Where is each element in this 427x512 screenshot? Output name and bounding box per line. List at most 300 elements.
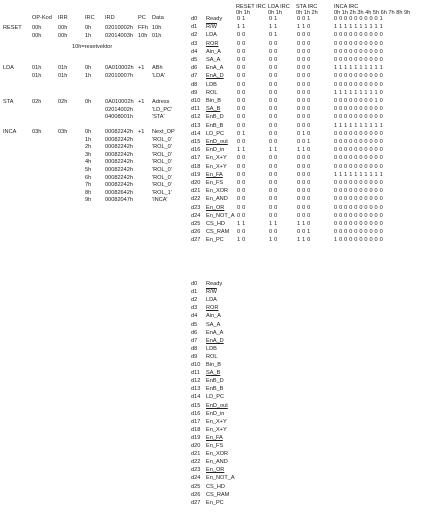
lower-signal-name: EnD_out (206, 402, 228, 409)
lower-signal-name: R/W (206, 289, 217, 296)
reset-bits: 0 0 (237, 155, 246, 162)
instruction-cell: 00082242h (105, 174, 133, 181)
inca-bits: 1 1 1 1 1 1 1 1 1 1 (334, 65, 383, 72)
sta-bits: 0 0 0 (297, 48, 311, 55)
lower-signal-name: CS_HD (206, 483, 225, 490)
lower-signal-name: En_FS (206, 443, 224, 449)
signal-name: ROR (206, 40, 219, 47)
signal-name: EnD_in (206, 147, 225, 154)
lower-signal-row (191, 395, 281, 403)
reset-bits: 0 1 (237, 130, 246, 137)
sta-bits: 0 0 0 (297, 163, 311, 170)
lda-bits: 0 1 (269, 16, 278, 22)
instruction-name: RESET (3, 25, 22, 31)
signal-id: d20 (191, 180, 201, 186)
header-data: Data (152, 15, 164, 21)
header-group-inca: INCA IRC (334, 4, 359, 10)
sta-bits: 0 0 0 (297, 180, 311, 186)
lower-signal-name: Bin_B (206, 362, 221, 368)
reset-bits: 0 0 (237, 163, 246, 170)
reset-bits: 0 0 (237, 89, 246, 96)
instruction-cell: 02014003h (105, 32, 133, 39)
signal-id: d23 (191, 204, 201, 211)
signal-id: d16 (191, 147, 201, 154)
instruction-cell: 00082242h (105, 182, 133, 189)
signal-name: R/W (206, 24, 217, 31)
sta-bits: 0 0 0 (297, 81, 311, 88)
lower-signal-row (191, 476, 281, 484)
header-opkod: OP-Kod (32, 15, 52, 21)
instruction-cell: 00h (58, 25, 68, 31)
lower-signal-id: d17 (191, 418, 201, 425)
instruction-cell: 1h (85, 72, 92, 79)
signal-id: d17 (191, 155, 201, 162)
instruction-cell: 10h (152, 25, 162, 31)
instruction-cell: 1h (85, 136, 92, 143)
inca-bits: 0 0 0 0 0 0 0 0 0 0 (334, 204, 383, 211)
reset-bits: 0 0 (237, 180, 246, 186)
inca-bits: 0 0 0 0 0 0 0 0 0 0 (334, 130, 383, 137)
sta-bits: 0 0 0 (297, 212, 311, 219)
sta-bits: 0 0 0 (297, 89, 311, 96)
lower-signal-name: EnA_A (206, 329, 224, 336)
lda-bits: 0 0 (269, 163, 278, 170)
inca-bits: 0 0 0 0 0 0 0 0 0 0 (334, 229, 383, 236)
lda-bits: 0 0 (269, 57, 278, 63)
lda-bits: 0 0 (269, 196, 278, 203)
signal-id: d22 (191, 196, 201, 203)
lower-signal-row (191, 452, 281, 460)
instruction-cell: 04008001h (105, 114, 133, 121)
instruction-cell: 02h (58, 99, 68, 105)
inca-bits: 1 1 1 1 1 1 1 1 1 1 (334, 24, 383, 31)
lower-signal-id: d14 (191, 394, 201, 401)
lower-signal-id: d21 (191, 451, 201, 458)
lower-signal-row (191, 404, 281, 412)
reset-bits: 0 0 (237, 40, 246, 47)
lower-signal-row (191, 501, 281, 509)
signal-id: d9 (191, 89, 198, 96)
lower-signal-row (191, 387, 281, 395)
reset-bits: 0 0 (237, 171, 246, 178)
lower-signal-id: d6 (191, 329, 198, 336)
lower-signal-row (191, 420, 281, 428)
lower-signal-name: En_PC (206, 499, 224, 506)
inca-bits: 1 1 1 1 1 1 1 1 1 1 (334, 171, 383, 178)
header-irc: IRC (85, 15, 95, 21)
header-pc: PC (138, 15, 146, 21)
instruction-cell: 00082242h (105, 167, 133, 173)
signal-name: CS_HD (206, 221, 225, 227)
instruction-cell: 01h (152, 32, 162, 39)
inca-bits: 0 0 0 0 0 0 0 0 0 0 (334, 57, 383, 63)
lower-signal-row (191, 412, 281, 420)
instruction-cell: 0h (85, 25, 92, 31)
lower-signal-id: d9 (191, 353, 198, 360)
sta-bits: 0 0 0 (297, 196, 311, 203)
lda-bits: 0 0 (269, 139, 278, 145)
instruction-cell: 01h (58, 72, 68, 79)
lower-signal-id: d25 (191, 483, 201, 490)
signal-id: d26 (191, 229, 201, 236)
instruction-cell: 'ROL_0' (152, 136, 172, 143)
reset-bits: 0 0 (237, 188, 246, 195)
inca-bits: 1 1 1 1 1 1 1 1 1 1 (334, 122, 383, 129)
header-sub-lda: 0h 1h (268, 10, 282, 16)
lower-signal-id: d10 (191, 362, 201, 368)
lower-signal-id: d2 (191, 297, 198, 304)
lower-signal-id: d5 (191, 321, 198, 328)
signal-name: EnA_D (206, 73, 224, 80)
reset-bits: 0 0 (237, 98, 246, 104)
lda-bits: 1 0 (269, 237, 278, 244)
lda-bits: 0 0 (269, 188, 278, 195)
lower-signal-row (191, 314, 281, 322)
reset-bits: 0 0 (237, 229, 246, 236)
sta-bits: 0 0 1 (297, 16, 311, 22)
signal-id: d8 (191, 81, 198, 88)
signal-name: En_XOR (206, 188, 229, 195)
signal-name: EnD_out (206, 139, 228, 145)
inca-bits: 0 0 0 0 0 0 0 0 0 0 (334, 106, 383, 113)
signal-name: SA_B (206, 106, 221, 113)
sta-bits: 0 0 0 (297, 204, 311, 211)
reset-bits: 0 0 (237, 65, 246, 72)
lower-signal-row (191, 460, 281, 468)
lda-bits: 0 0 (269, 40, 278, 47)
instruction-cell: 00h (58, 32, 68, 39)
instruction-cell: 7h (85, 182, 92, 189)
lda-bits: 0 0 (269, 48, 278, 55)
lda-bits: 0 0 (269, 122, 278, 129)
lower-signal-id: d12 (191, 378, 201, 385)
lower-signal-name: EnD_in (206, 410, 225, 417)
sta-bits: 0 0 0 (297, 106, 311, 113)
signal-id: d10 (191, 98, 201, 104)
sta-bits: 1 1 0 (297, 237, 311, 244)
lower-signal-row (191, 331, 281, 339)
signal-id: d13 (191, 122, 201, 129)
instruction-cell: 'ROL_0' (152, 167, 172, 173)
lower-signal-row (191, 290, 281, 298)
signal-name: LD_PC (206, 130, 225, 137)
lower-signal-name: EnB_D (206, 378, 224, 385)
inca-bits: 1 0 0 0 0 0 0 0 0 0 (334, 237, 383, 244)
lower-signal-row (191, 355, 281, 363)
instruction-cell: 'INCA' (152, 197, 168, 204)
signal-name: LDB (206, 81, 217, 88)
signal-name: CS_RAM (206, 229, 230, 236)
lda-bits: 0 0 (269, 114, 278, 121)
sta-bits: 0 0 0 (297, 122, 311, 129)
sta-bits: 0 0 0 (297, 40, 311, 47)
lower-signal-row (191, 379, 281, 387)
sta-bits: 0 0 0 (297, 65, 311, 72)
instruction-cell: 'ROL_0' (152, 144, 172, 151)
signal-name: Ain_A (206, 48, 221, 55)
instruction-name: STA (3, 99, 14, 105)
instruction-cell: 2h (85, 144, 92, 151)
signal-name: EnA_A (206, 65, 224, 72)
lower-signal-id: d16 (191, 410, 201, 417)
lower-signal-id: d7 (191, 337, 198, 344)
sta-bits: 0 0 0 (297, 73, 311, 80)
reset-bits: 1 1 (237, 221, 246, 227)
inca-bits: 0 0 0 0 0 0 0 0 0 0 (334, 155, 383, 162)
inca-bits: 1 1 1 1 1 1 1 1 1 0 (334, 89, 383, 96)
instruction-cell: 00082242h (105, 136, 133, 143)
signal-id: d18 (191, 163, 201, 170)
lower-signal-row (191, 436, 281, 444)
reset-bits: 0 0 (237, 57, 246, 63)
signal-id: d1 (191, 24, 198, 31)
inca-bits: 0 0 0 0 0 0 0 0 0 0 (334, 188, 383, 195)
instruction-cell: 1h (85, 32, 92, 39)
lower-signal-name: Ready (206, 281, 223, 287)
lda-bits: 0 0 (269, 171, 278, 178)
reset-bits: 0 0 (237, 32, 246, 39)
lower-signal-id: d3 (191, 305, 198, 312)
lower-signal-id: d1 (191, 289, 198, 296)
lower-signal-name: ROL (206, 353, 218, 360)
instruction-cell: Adress (152, 99, 170, 105)
lower-signal-id: d22 (191, 459, 201, 466)
lda-bits: 0 0 (269, 180, 278, 186)
signal-id: d6 (191, 65, 198, 72)
reset-bits: 0 0 (237, 81, 246, 88)
lower-signal-name: En_X+Y (206, 426, 227, 433)
signal-name-list (191, 282, 281, 512)
instruction-cell: +1 (138, 65, 145, 71)
lower-signal-id: d27 (191, 499, 201, 506)
lower-signal-row (191, 298, 281, 306)
instruction-cell: 0h (85, 129, 92, 135)
instruction-cell: 00082242h (105, 144, 133, 151)
sta-bits: 0 0 0 (297, 188, 311, 195)
lower-signal-id: d19 (191, 434, 201, 441)
lower-signal-row (191, 323, 281, 331)
instruction-cell: 0A010002h (105, 99, 134, 105)
lower-signal-name: ROR (206, 305, 219, 312)
lower-signal-name: EnA_D (206, 337, 224, 344)
instruction-cell: ABh (152, 65, 163, 71)
lower-signal-name: En_X+Y (206, 418, 227, 425)
signal-id: d7 (191, 73, 198, 80)
lower-signal-id: d8 (191, 345, 198, 352)
instruction-cell: 10h (138, 32, 148, 39)
instruction-cell: 'ROL_1' (152, 189, 172, 196)
instruction-cell: 'ROL_0' (152, 182, 172, 189)
inca-bits: 0 0 0 0 0 0 0 0 0 0 (334, 196, 383, 203)
instruction-cell: 00082242h (105, 159, 133, 166)
reset-bits: 0 0 (237, 114, 246, 121)
instruction-cell: 10h=resetvektor (72, 44, 113, 50)
signal-id: d27 (191, 237, 201, 244)
lower-signal-id: d26 (191, 491, 201, 498)
signal-id: d25 (191, 221, 201, 227)
inca-bits: 0 0 0 0 0 0 0 0 0 0 (334, 221, 383, 227)
instruction-cell: 'STA' (152, 114, 165, 121)
signal-name: Ready (206, 16, 223, 22)
lower-signal-row (191, 371, 281, 379)
instruction-cell: 02010007h (105, 72, 133, 79)
reset-bits: 0 0 (237, 48, 246, 55)
signal-id: d5 (191, 57, 198, 63)
signal-name: En_FA (206, 171, 223, 178)
header-sub-reset: 0h 1h (236, 10, 250, 16)
lower-signal-name: En_NOT_A (206, 475, 235, 482)
lda-bits: 0 0 (269, 73, 278, 80)
lda-bits: 0 0 (269, 89, 278, 96)
signal-id: d21 (191, 188, 201, 195)
inca-bits: 0 0 0 0 0 0 0 0 0 0 (334, 73, 383, 80)
instruction-cell: Next_OP (152, 129, 175, 135)
lower-signal-id: d13 (191, 386, 201, 393)
inca-bits: 0 0 0 0 0 0 0 0 0 0 (334, 180, 383, 186)
lower-signal-name: En_OR (206, 467, 225, 474)
lower-signal-id: d15 (191, 402, 201, 409)
lower-signal-row (191, 444, 281, 452)
header-group-lda: LDA IRC (268, 4, 290, 10)
instruction-cell: 01h (32, 65, 42, 71)
lda-bits: 0 0 (269, 212, 278, 219)
sta-bits: 0 0 0 (297, 114, 311, 121)
header-sub-inca: 0h 1h 2h 3h 4h 5h 6h 7h 8h 9h (334, 10, 411, 16)
inca-bits: 0 0 0 0 0 0 0 0 0 0 (334, 114, 383, 121)
instruction-cell: 00082242h (105, 129, 133, 135)
lower-signal-row (191, 493, 281, 501)
reset-bits: 0 0 (237, 139, 246, 145)
signal-name: En_AND (206, 196, 228, 203)
instruction-cell: 01h (32, 72, 42, 79)
lower-signal-name: En_FA (206, 434, 223, 441)
lower-signal-id: d11 (191, 370, 200, 377)
signal-id: d0 (191, 16, 198, 22)
lower-signal-name: EnB_B (206, 386, 224, 393)
signal-name: ROL (206, 89, 218, 96)
lower-signal-row (191, 363, 281, 371)
lower-signal-id: d18 (191, 426, 201, 433)
signal-id: d24 (191, 212, 201, 219)
instruction-cell: +1 (138, 129, 145, 135)
sta-bits: 0 0 0 (297, 171, 311, 178)
instruction-cell: 03h (32, 129, 42, 135)
instruction-cell: 02010002h (105, 25, 133, 31)
lower-signal-row (191, 468, 281, 476)
inca-bits: 0 0 0 0 0 0 0 0 0 0 (334, 147, 383, 154)
header-sub-sta: 0h 1h 2h (296, 10, 318, 16)
sta-bits: 0 0 1 (297, 139, 311, 145)
lda-bits: 0 1 (269, 32, 278, 39)
signal-id: d11 (191, 106, 200, 113)
signal-row (191, 238, 427, 246)
instruction-name: LDA (3, 65, 14, 71)
signal-name: En_X+Y (206, 155, 227, 162)
lower-signal-id: d4 (191, 313, 198, 320)
reset-bits: 1 1 (237, 147, 246, 154)
lower-signal-row (191, 282, 281, 290)
instruction-cell: 'ROL_0' (152, 174, 172, 181)
signal-id: d2 (191, 32, 198, 39)
instruction-cell: 0h (85, 99, 92, 105)
instruction-cell: FFh (138, 25, 148, 31)
signal-name: En_FS (206, 180, 224, 186)
inca-bits: 0 0 0 0 0 0 0 0 0 0 (334, 81, 383, 88)
lower-signal-id: d24 (191, 475, 201, 482)
header-irr: IRR (58, 15, 68, 21)
signal-name: En_NOT_A (206, 212, 235, 219)
instruction-cell: 'LD_PC' (152, 106, 173, 113)
signal-name: SA_A (206, 57, 221, 63)
sta-bits: 1 1 0 (297, 147, 311, 154)
instruction-table (0, 0, 185, 215)
lda-bits: 1 1 (269, 147, 278, 154)
reset-bits: 0 0 (237, 196, 246, 203)
lower-signal-name: LDB (206, 345, 217, 352)
lda-bits: 0 0 (269, 65, 278, 72)
reset-bits: 1 1 (237, 24, 246, 31)
signal-id: d12 (191, 114, 201, 121)
lower-signal-name: SA_A (206, 321, 221, 328)
inca-bits: 0 0 0 0 0 0 0 0 0 0 (334, 212, 383, 219)
lower-signal-name: SA_B (206, 370, 221, 377)
instruction-cell: 5h (85, 167, 92, 173)
inca-bits: 0 0 0 0 0 0 0 0 0 0 (334, 139, 383, 145)
instruction-cell: 00082047h (105, 197, 133, 204)
lda-bits: 0 0 (269, 229, 278, 236)
instruction-cell: 'LDA' (152, 72, 166, 79)
signal-name: En_PC (206, 237, 224, 244)
instruction-cell: 3h (85, 151, 92, 158)
instruction-cell: 02h (32, 99, 42, 105)
instruction-cell: 9h (85, 197, 92, 204)
lower-signal-row (191, 428, 281, 436)
inca-bits: 0 0 0 0 0 0 0 0 0 0 (334, 32, 383, 39)
reset-bits: 0 0 (237, 122, 246, 129)
lower-signal-row (191, 485, 281, 493)
signal-name: En_OR (206, 204, 225, 211)
sta-bits: 0 0 0 (297, 32, 311, 39)
instruction-cell: 0A010002h (105, 65, 134, 71)
instruction-cell: 0h (85, 65, 92, 71)
instruction-cell: 6h (85, 174, 92, 181)
signal-id: d4 (191, 48, 198, 55)
lower-signal-name: LDA (206, 297, 217, 304)
sta-bits: 0 1 0 (297, 130, 311, 137)
signal-id: d15 (191, 139, 201, 145)
instruction-cell: 02014002h (105, 106, 133, 113)
instruction-cell: 'ROL_0' (152, 159, 172, 166)
reset-bits: 0 0 (237, 106, 246, 113)
lower-signal-row (191, 339, 281, 347)
lda-bits: 0 0 (269, 106, 278, 113)
sta-bits: 0 0 0 (297, 98, 311, 104)
instruction-name: INCA (3, 129, 17, 135)
reset-bits: 1 0 (237, 237, 246, 244)
inca-bits: 0 0 0 0 0 0 0 0 0 0 (334, 40, 383, 47)
lower-signal-row (191, 347, 281, 355)
signal-id: d3 (191, 40, 198, 47)
signal-name: En_X+Y (206, 163, 227, 170)
lower-signal-name: LD_PC (206, 394, 225, 401)
instruction-cell: 8h (85, 189, 92, 196)
sta-bits: 0 0 0 (297, 155, 311, 162)
instruction-cell: 00082242h (105, 151, 133, 158)
inca-bits: 0 0 0 0 0 0 0 0 0 0 (334, 163, 383, 170)
lda-bits: 1 1 (269, 221, 278, 227)
lower-signal-id: d20 (191, 443, 201, 449)
signal-name: Bin_B (206, 98, 221, 104)
